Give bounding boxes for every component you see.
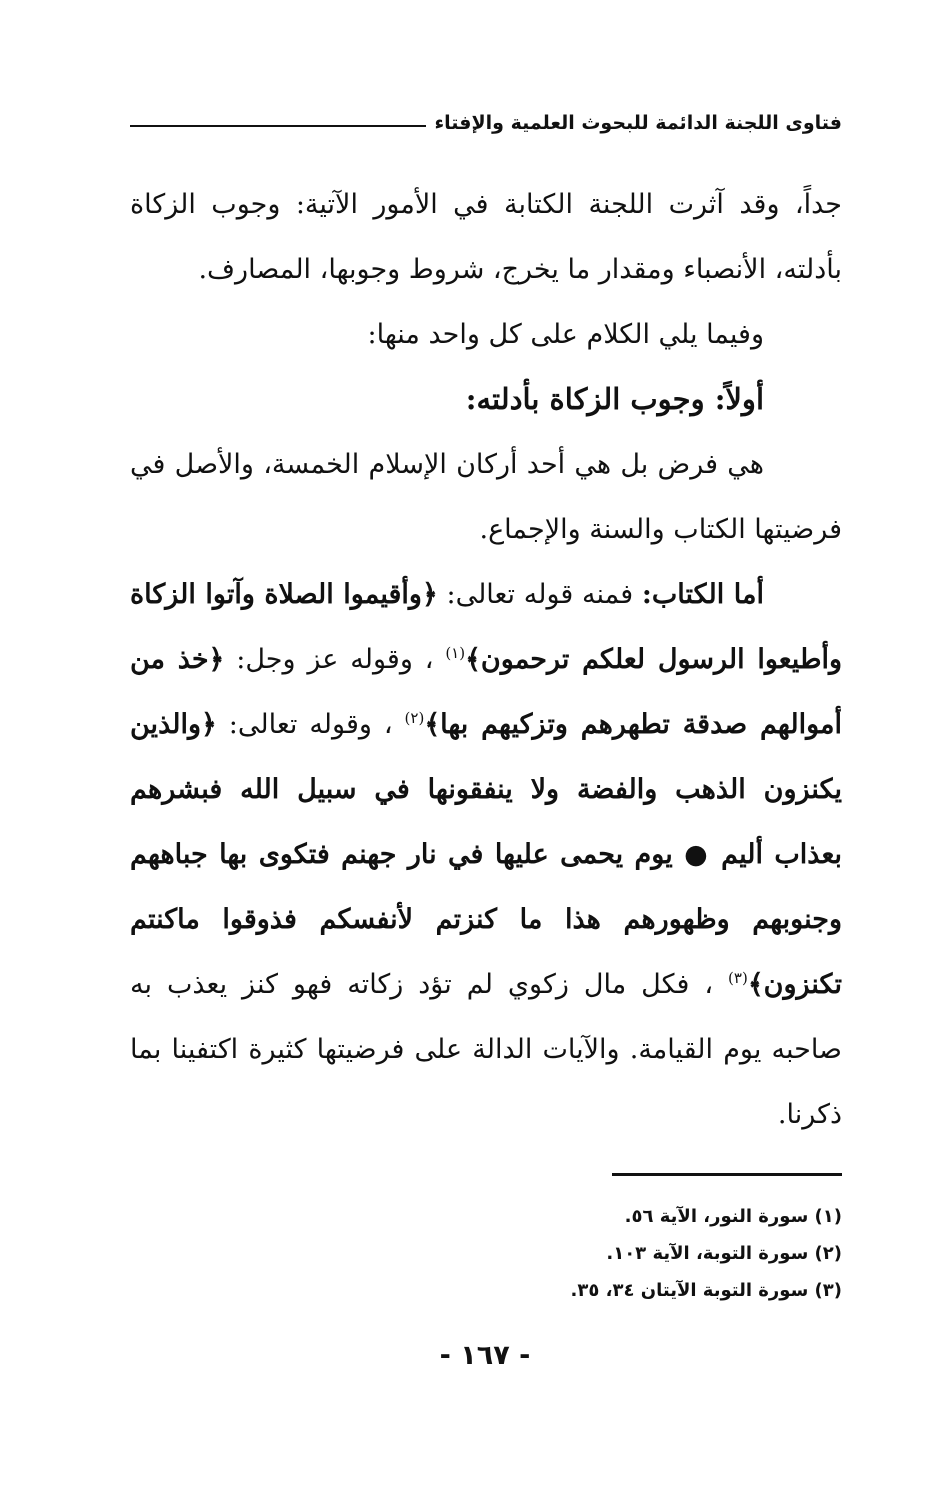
- footnote-3: (٣) سورة التوبة الآيتان ٣٤، ٣٥.: [570, 1280, 842, 1301]
- verse-quote: ﴿والذين يكنزون الذهب والفضة ولا ينفقونها في سبيل الله فبشرهم بعذاب أليم ● يوم يحمى عليها في نار جهنم فتكوى بها جباههم وجنوبهم وظهورهم هذا ما كنزتم لأنفسكم فذوقوا ماكنتم تكنزون﴾: [130, 709, 842, 1000]
- verse-quote: ﴿وأقيموا الصلاة وآتوا الزكاة وأطيعوا الرسول لعلكم ترحمون﴾: [130, 579, 842, 675]
- header-rule: [130, 125, 426, 127]
- footnote-2: (٢) سورة التوبة، الآية ١٠٣.: [606, 1243, 842, 1264]
- verse-quote: ﴿خذ من أموالهم صدقة تطهرهم وتزكيهم بها﴾: [130, 644, 842, 740]
- text-segment: ، فكل مال زكوي لم تؤد زكاته فهو كنز يعذب به صاحبه يوم القيامة. والآيات الدالة على فرضيتها كثيرة اكتفينا بما ذكرنا.: [130, 969, 842, 1130]
- text-segment: فمنه قوله تعالى:: [437, 579, 642, 610]
- footnote-ref: (٣): [728, 969, 748, 987]
- paragraph-intro: جداً، وقد آثرت اللجنة الكتابة في الأمور الآتية: وجوب الزكاة بأدلته، الأنصباء ومقدار ما يخرج، شروط وجوبها، المصارف.: [130, 189, 842, 285]
- footnote-1: (١) سورة النور، الآية ٥٦.: [624, 1206, 842, 1227]
- footnote-ref: (٢): [404, 709, 425, 727]
- paragraph-obligation: هي فرض بل هي أحد أركان الإسلام الخمسة، والأصل في فرضيتها الكتاب والسنة والإجماع.: [130, 449, 842, 545]
- lead-label: أما الكتاب:: [641, 579, 764, 610]
- section-heading: أولاً: وجوب الزكاة بأدلته:: [465, 382, 764, 416]
- footnotes: [430, 1198, 842, 1309]
- running-header: [130, 112, 842, 134]
- main-text: [130, 172, 842, 1147]
- text-segment: ، وقوله تعالى:: [216, 709, 405, 740]
- header-title: فتاوى اللجنة الدائمة للبحوث العلمية والإفتاء: [434, 112, 842, 134]
- page-number: - ١٦٧ -: [439, 1340, 531, 1371]
- paragraph-quran-evidence: [130, 562, 842, 1147]
- footnote-ref: (١): [445, 644, 466, 662]
- paragraph-following: وفيما يلي الكلام على كل واحد منها:: [367, 319, 764, 350]
- text-segment: ، وقوله عز وجل:: [224, 644, 446, 675]
- footnote-separator: [612, 1173, 842, 1176]
